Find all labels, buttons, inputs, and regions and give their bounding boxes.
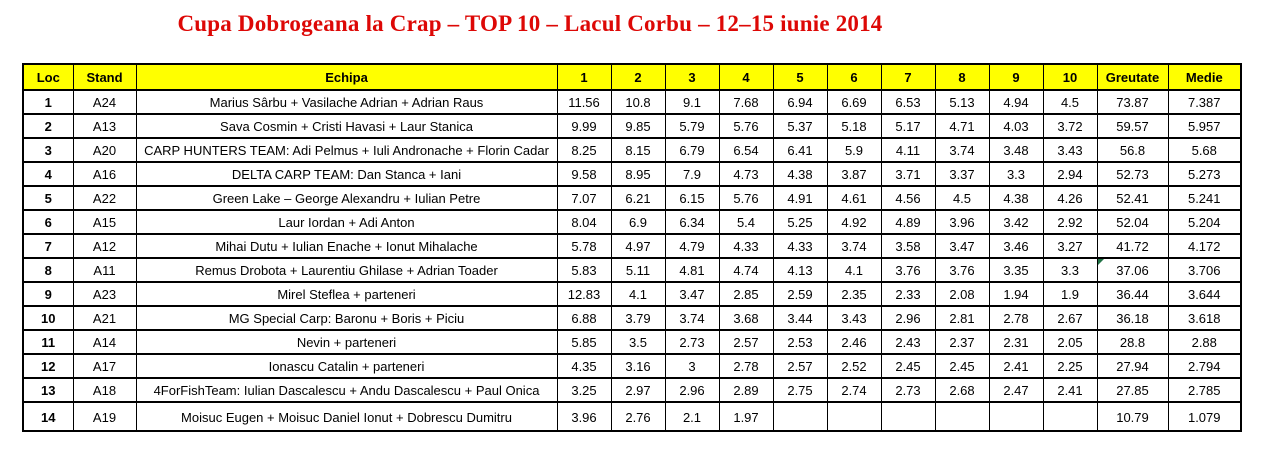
catch-cell-3: 5.79 — [665, 114, 719, 138]
catch-cell-9: 4.03 — [989, 114, 1043, 138]
loc-cell: 13 — [23, 378, 73, 402]
average-cell: 4.172 — [1168, 234, 1241, 258]
average-cell: 5.241 — [1168, 186, 1241, 210]
table-row — [23, 330, 1241, 354]
catch-cell-8 — [935, 402, 989, 431]
weight-cell: 52.41 — [1097, 186, 1168, 210]
column-header-round-10: 10 — [1043, 64, 1097, 90]
catch-cell-3: 7.9 — [665, 162, 719, 186]
catch-cell-1: 9.99 — [557, 114, 611, 138]
catch-cell-4: 2.89 — [719, 378, 773, 402]
catch-cell-10: 2.94 — [1043, 162, 1097, 186]
average-cell: 2.794 — [1168, 354, 1241, 378]
team-cell: Mirel Steflea + parteneri — [136, 282, 557, 306]
catch-cell-4: 5.76 — [719, 114, 773, 138]
loc-cell: 5 — [23, 186, 73, 210]
catch-cell-6: 2.74 — [827, 378, 881, 402]
catch-cell-6: 2.46 — [827, 330, 881, 354]
catch-cell-7: 4.11 — [881, 138, 935, 162]
catch-cell-10: 4.5 — [1043, 90, 1097, 114]
column-header-round-9: 9 — [989, 64, 1043, 90]
table-row — [23, 210, 1241, 234]
catch-cell-8: 2.45 — [935, 354, 989, 378]
stand-cell: A14 — [73, 330, 136, 354]
loc-cell: 6 — [23, 210, 73, 234]
stand-cell: A17 — [73, 354, 136, 378]
team-cell: Nevin + parteneri — [136, 330, 557, 354]
catch-cell-6 — [827, 402, 881, 431]
catch-cell-8: 4.71 — [935, 114, 989, 138]
column-header-round-6: 6 — [827, 64, 881, 90]
team-cell: Laur Iordan + Adi Anton — [136, 210, 557, 234]
catch-cell-4: 1.97 — [719, 402, 773, 431]
catch-cell-9: 3.3 — [989, 162, 1043, 186]
catch-cell-6: 6.69 — [827, 90, 881, 114]
catch-cell-3: 9.1 — [665, 90, 719, 114]
weight-cell: 73.87 — [1097, 90, 1168, 114]
catch-cell-10 — [1043, 402, 1097, 431]
average-cell: 3.706 — [1168, 258, 1241, 282]
catch-cell-9: 2.47 — [989, 378, 1043, 402]
catch-cell-2: 4.1 — [611, 282, 665, 306]
weight-cell: 27.94 — [1097, 354, 1168, 378]
team-cell: Ionascu Catalin + parteneri — [136, 354, 557, 378]
catch-cell-10: 2.25 — [1043, 354, 1097, 378]
loc-cell: 3 — [23, 138, 73, 162]
catch-cell-7 — [881, 402, 935, 431]
catch-cell-4: 7.68 — [719, 90, 773, 114]
catch-cell-9: 2.31 — [989, 330, 1043, 354]
loc-cell: 10 — [23, 306, 73, 330]
table-row — [23, 258, 1241, 282]
column-header-round-1: 1 — [557, 64, 611, 90]
stand-cell: A21 — [73, 306, 136, 330]
table-row — [23, 378, 1241, 402]
catch-cell-8: 3.37 — [935, 162, 989, 186]
stand-cell: A18 — [73, 378, 136, 402]
weight-cell: 27.85 — [1097, 378, 1168, 402]
catch-cell-4: 3.68 — [719, 306, 773, 330]
loc-cell: 12 — [23, 354, 73, 378]
catch-cell-9: 3.42 — [989, 210, 1043, 234]
average-cell: 2.785 — [1168, 378, 1241, 402]
catch-cell-5: 4.38 — [773, 162, 827, 186]
loc-cell: 2 — [23, 114, 73, 138]
team-cell: CARP HUNTERS TEAM: Adi Pelmus + Iuli Andronache + Florin Cadar — [136, 138, 557, 162]
catch-cell-10: 1.9 — [1043, 282, 1097, 306]
catch-cell-5: 6.94 — [773, 90, 827, 114]
column-header-round-8: 8 — [935, 64, 989, 90]
team-cell: Marius Sârbu + Vasilache Adrian + Adrian Raus — [136, 90, 557, 114]
catch-cell-7: 2.43 — [881, 330, 935, 354]
weight-cell: 59.57 — [1097, 114, 1168, 138]
catch-cell-2: 2.97 — [611, 378, 665, 402]
team-cell: DELTA CARP TEAM: Dan Stanca + Iani — [136, 162, 557, 186]
catch-cell-8: 2.08 — [935, 282, 989, 306]
catch-cell-1: 5.83 — [557, 258, 611, 282]
average-cell: 3.618 — [1168, 306, 1241, 330]
average-cell: 5.957 — [1168, 114, 1241, 138]
team-cell: Mihai Dutu + Iulian Enache + Ionut Mihalache — [136, 234, 557, 258]
average-cell: 1.079 — [1168, 402, 1241, 431]
catch-cell-1: 11.56 — [557, 90, 611, 114]
catch-cell-9: 2.78 — [989, 306, 1043, 330]
catch-cell-7: 2.33 — [881, 282, 935, 306]
catch-cell-9: 2.41 — [989, 354, 1043, 378]
results-body — [23, 90, 1241, 431]
table-row — [23, 90, 1241, 114]
catch-cell-1: 5.78 — [557, 234, 611, 258]
catch-cell-2: 3.5 — [611, 330, 665, 354]
weight-cell: 52.04 — [1097, 210, 1168, 234]
stand-cell: A15 — [73, 210, 136, 234]
column-header-loc: Loc — [23, 64, 73, 90]
catch-cell-5: 2.57 — [773, 354, 827, 378]
catch-cell-4: 2.57 — [719, 330, 773, 354]
catch-cell-4: 5.76 — [719, 186, 773, 210]
column-header-medie: Medie — [1168, 64, 1241, 90]
catch-cell-6: 2.52 — [827, 354, 881, 378]
column-header-round-2: 2 — [611, 64, 665, 90]
page-title: Cupa Dobrogeana la Crap – TOP 10 – Lacul Corbu – 12–15 iunie 2014 — [177, 11, 883, 36]
stand-cell: A24 — [73, 90, 136, 114]
catch-cell-4: 4.33 — [719, 234, 773, 258]
stand-cell: A16 — [73, 162, 136, 186]
catch-cell-5: 2.59 — [773, 282, 827, 306]
team-cell: MG Special Carp: Baronu + Boris + Piciu — [136, 306, 557, 330]
team-cell: Moisuc Eugen + Moisuc Daniel Ionut + Dobrescu Dumitru — [136, 402, 557, 431]
catch-cell-10: 3.27 — [1043, 234, 1097, 258]
catch-cell-8: 3.74 — [935, 138, 989, 162]
loc-cell: 1 — [23, 90, 73, 114]
stand-cell: A11 — [73, 258, 136, 282]
catch-cell-2: 4.97 — [611, 234, 665, 258]
team-cell: Remus Drobota + Laurentiu Ghilase + Adrian Toader — [136, 258, 557, 282]
table-row — [23, 138, 1241, 162]
catch-cell-1: 5.85 — [557, 330, 611, 354]
catch-cell-8: 3.76 — [935, 258, 989, 282]
catch-cell-2: 9.85 — [611, 114, 665, 138]
weight-cell: 52.73 — [1097, 162, 1168, 186]
catch-cell-10: 4.26 — [1043, 186, 1097, 210]
catch-cell-5: 5.37 — [773, 114, 827, 138]
loc-cell: 4 — [23, 162, 73, 186]
catch-cell-7: 2.73 — [881, 378, 935, 402]
catch-cell-4: 2.85 — [719, 282, 773, 306]
catch-cell-3: 4.79 — [665, 234, 719, 258]
catch-cell-2: 8.95 — [611, 162, 665, 186]
catch-cell-10: 2.67 — [1043, 306, 1097, 330]
catch-cell-8: 5.13 — [935, 90, 989, 114]
catch-cell-6: 5.9 — [827, 138, 881, 162]
catch-cell-9: 3.46 — [989, 234, 1043, 258]
catch-cell-9: 4.38 — [989, 186, 1043, 210]
catch-cell-7: 2.96 — [881, 306, 935, 330]
catch-cell-1: 12.83 — [557, 282, 611, 306]
weight-cell: 37.06 — [1097, 258, 1168, 282]
catch-cell-5: 2.75 — [773, 378, 827, 402]
catch-cell-8: 2.81 — [935, 306, 989, 330]
team-cell: Green Lake – George Alexandru + Iulian Petre — [136, 186, 557, 210]
catch-cell-7: 2.45 — [881, 354, 935, 378]
stand-cell: A12 — [73, 234, 136, 258]
column-header-greutate: Greutate — [1097, 64, 1168, 90]
weight-cell: 28.8 — [1097, 330, 1168, 354]
catch-cell-8: 2.37 — [935, 330, 989, 354]
column-header-echipa: Echipa — [136, 64, 557, 90]
catch-cell-3: 6.79 — [665, 138, 719, 162]
catch-cell-3: 3.74 — [665, 306, 719, 330]
catch-cell-2: 6.9 — [611, 210, 665, 234]
catch-cell-4: 4.73 — [719, 162, 773, 186]
catch-cell-1: 9.58 — [557, 162, 611, 186]
weight-cell: 10.79 — [1097, 402, 1168, 431]
catch-cell-6: 3.74 — [827, 234, 881, 258]
weight-cell: 56.8 — [1097, 138, 1168, 162]
catch-cell-7: 3.76 — [881, 258, 935, 282]
stand-cell: A19 — [73, 402, 136, 431]
weight-cell: 41.72 — [1097, 234, 1168, 258]
catch-cell-9: 3.48 — [989, 138, 1043, 162]
catch-cell-10: 3.43 — [1043, 138, 1097, 162]
comment-marker-icon — [1098, 259, 1104, 265]
catch-cell-4: 2.78 — [719, 354, 773, 378]
loc-cell: 9 — [23, 282, 73, 306]
catch-cell-9 — [989, 402, 1043, 431]
table-row — [23, 306, 1241, 330]
table-row — [23, 282, 1241, 306]
catch-cell-3: 3.47 — [665, 282, 719, 306]
catch-cell-4: 6.54 — [719, 138, 773, 162]
catch-cell-1: 8.25 — [557, 138, 611, 162]
catch-cell-6: 4.92 — [827, 210, 881, 234]
catch-cell-5: 2.53 — [773, 330, 827, 354]
catch-cell-2: 8.15 — [611, 138, 665, 162]
table-row — [23, 402, 1241, 431]
catch-cell-3: 2.73 — [665, 330, 719, 354]
catch-cell-2: 2.76 — [611, 402, 665, 431]
catch-cell-8: 4.5 — [935, 186, 989, 210]
average-cell: 2.88 — [1168, 330, 1241, 354]
column-header-round-4: 4 — [719, 64, 773, 90]
loc-cell: 8 — [23, 258, 73, 282]
catch-cell-7: 4.56 — [881, 186, 935, 210]
catch-cell-3: 2.96 — [665, 378, 719, 402]
loc-cell: 14 — [23, 402, 73, 431]
catch-cell-3: 2.1 — [665, 402, 719, 431]
average-cell: 3.644 — [1168, 282, 1241, 306]
catch-cell-2: 6.21 — [611, 186, 665, 210]
catch-cell-6: 2.35 — [827, 282, 881, 306]
catch-cell-7: 5.17 — [881, 114, 935, 138]
catch-cell-6: 4.61 — [827, 186, 881, 210]
average-cell: 5.273 — [1168, 162, 1241, 186]
catch-cell-10: 2.05 — [1043, 330, 1097, 354]
catch-cell-5: 4.91 — [773, 186, 827, 210]
catch-cell-4: 5.4 — [719, 210, 773, 234]
catch-cell-1: 8.04 — [557, 210, 611, 234]
catch-cell-1: 6.88 — [557, 306, 611, 330]
stand-cell: A22 — [73, 186, 136, 210]
catch-cell-7: 3.71 — [881, 162, 935, 186]
catch-cell-10: 3.3 — [1043, 258, 1097, 282]
catch-cell-10: 3.72 — [1043, 114, 1097, 138]
catch-cell-5: 3.44 — [773, 306, 827, 330]
catch-cell-2: 3.79 — [611, 306, 665, 330]
catch-cell-6: 3.87 — [827, 162, 881, 186]
column-header-round-5: 5 — [773, 64, 827, 90]
catch-cell-5: 4.13 — [773, 258, 827, 282]
catch-cell-10: 2.92 — [1043, 210, 1097, 234]
catch-cell-4: 4.74 — [719, 258, 773, 282]
average-cell: 7.387 — [1168, 90, 1241, 114]
stand-cell: A20 — [73, 138, 136, 162]
catch-cell-3: 4.81 — [665, 258, 719, 282]
catch-cell-6: 5.18 — [827, 114, 881, 138]
team-cell: 4ForFishTeam: Iulian Dascalescu + Andu Dascalescu + Paul Onica — [136, 378, 557, 402]
header-row — [23, 64, 1241, 90]
table-row — [23, 162, 1241, 186]
team-cell: Sava Cosmin + Cristi Havasi + Laur Stanica — [136, 114, 557, 138]
weight-cell: 36.44 — [1097, 282, 1168, 306]
table-row — [23, 234, 1241, 258]
catch-cell-2: 10.8 — [611, 90, 665, 114]
catch-cell-2: 5.11 — [611, 258, 665, 282]
catch-cell-3: 3 — [665, 354, 719, 378]
catch-cell-6: 4.1 — [827, 258, 881, 282]
catch-cell-2: 3.16 — [611, 354, 665, 378]
catch-cell-3: 6.34 — [665, 210, 719, 234]
table-row — [23, 354, 1241, 378]
catch-cell-1: 4.35 — [557, 354, 611, 378]
average-cell: 5.68 — [1168, 138, 1241, 162]
catch-cell-3: 6.15 — [665, 186, 719, 210]
catch-cell-5: 5.25 — [773, 210, 827, 234]
catch-cell-5 — [773, 402, 827, 431]
weight-cell: 36.18 — [1097, 306, 1168, 330]
loc-cell: 11 — [23, 330, 73, 354]
catch-cell-7: 6.53 — [881, 90, 935, 114]
catch-cell-6: 3.43 — [827, 306, 881, 330]
catch-cell-7: 3.58 — [881, 234, 935, 258]
table-row — [23, 114, 1241, 138]
stand-cell: A13 — [73, 114, 136, 138]
column-header-stand: Stand — [73, 64, 136, 90]
stand-cell: A23 — [73, 282, 136, 306]
table-row — [23, 186, 1241, 210]
catch-cell-8: 3.47 — [935, 234, 989, 258]
catch-cell-10: 2.41 — [1043, 378, 1097, 402]
catch-cell-9: 1.94 — [989, 282, 1043, 306]
catch-cell-1: 3.96 — [557, 402, 611, 431]
catch-cell-1: 3.25 — [557, 378, 611, 402]
column-header-round-7: 7 — [881, 64, 935, 90]
catch-cell-9: 4.94 — [989, 90, 1043, 114]
column-header-round-3: 3 — [665, 64, 719, 90]
catch-cell-5: 4.33 — [773, 234, 827, 258]
catch-cell-7: 4.89 — [881, 210, 935, 234]
results-table — [22, 63, 1242, 432]
catch-cell-5: 6.41 — [773, 138, 827, 162]
catch-cell-1: 7.07 — [557, 186, 611, 210]
catch-cell-8: 3.96 — [935, 210, 989, 234]
catch-cell-8: 2.68 — [935, 378, 989, 402]
loc-cell: 7 — [23, 234, 73, 258]
catch-cell-9: 3.35 — [989, 258, 1043, 282]
average-cell: 5.204 — [1168, 210, 1241, 234]
